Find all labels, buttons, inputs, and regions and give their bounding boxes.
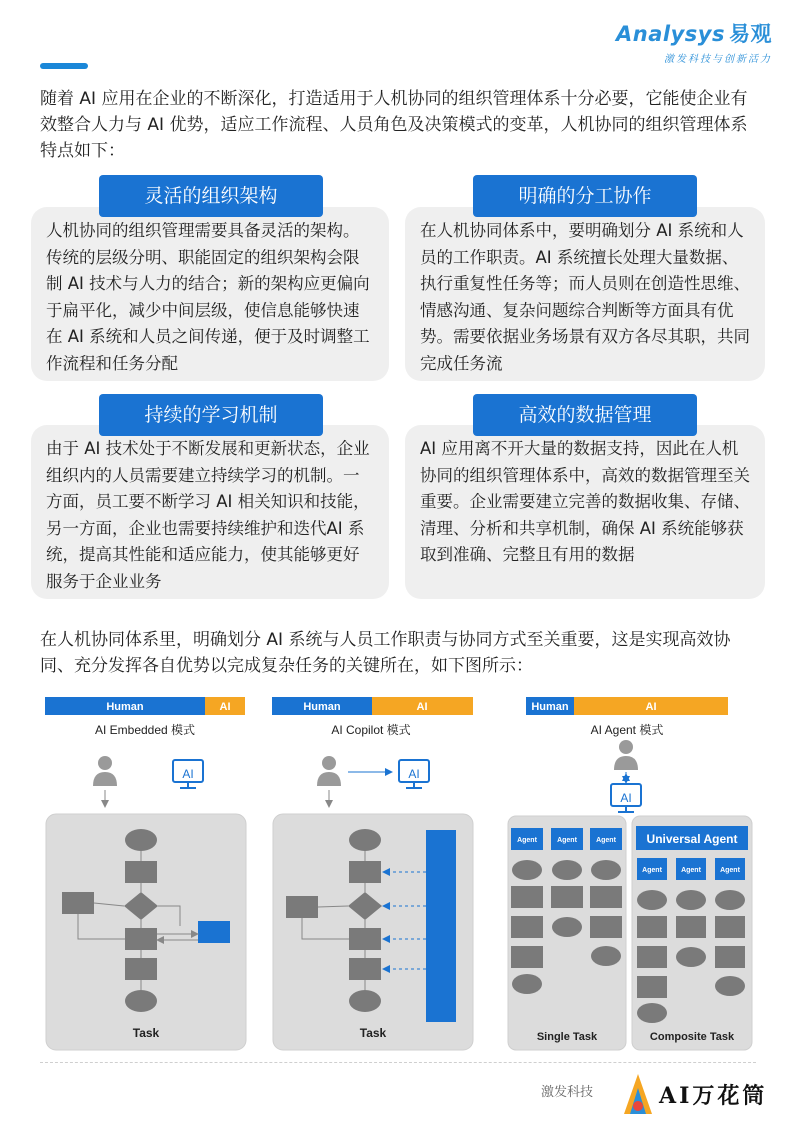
card-title-continuous-learning: 持续的学习机制 xyxy=(99,394,323,436)
card-body: AI 应用离不开大量的数据支持，因此在人机协同的组织管理体系中，高效的数据管理至关重要。企业需要建立完善的数据收集、存储、清理、分析和共享机制，确保 AI 系统能够获取到准确、完整且有用的数据 xyxy=(420,439,750,565)
card-title-flexible-structure: 灵活的组织架构 xyxy=(99,175,323,217)
card-data-management xyxy=(405,425,765,599)
card-body: 人机协同的组织管理需要具备灵活的架构。传统的层级分明、职能固定的组织架构会限制 AI 技术与人力的结合；新的架构应更偏向于扁平化，减少中间层级，使信息能够快速在 AI 系统和人员之间传递，便于及时调整工作流程和任务分配 xyxy=(46,221,370,373)
logo-latin: Analysys xyxy=(616,22,725,46)
footer-brand: AI万花筒 xyxy=(659,1083,768,1109)
monitor-ai-text: AI xyxy=(408,767,420,781)
card-title-data-management: 高效的数据管理 xyxy=(473,394,697,436)
second-paragraph: 在人机协同体系里，明确划分 AI 系统与人员工作职责与协同方式至关重要，这是实现高效协同、充分发挥各自优势以完成复杂任务的关键所在，如下图所示： xyxy=(40,630,731,676)
person-icon xyxy=(317,756,341,786)
panel1-ai-label: AI xyxy=(219,701,231,713)
agent-label: Agent xyxy=(517,837,537,844)
footer-tagline: 激发科技 xyxy=(541,1085,594,1100)
panel3-human-label: Human xyxy=(531,701,569,713)
card-title-clear-division: 明确的分工协作 xyxy=(473,175,697,217)
panel3-mode-title: AI Agent 模式 xyxy=(590,723,664,737)
intro-paragraph: 随着 AI 应用在企业的不断深化，打造适用于人机协同的组织管理体系十分必要，它能使企业有效整合人力与 AI 优势，适应工作流程、人员角色及决策模式的变革，人机协同的组织管理体系特点如下： xyxy=(40,89,748,161)
footer-divider xyxy=(40,1062,756,1063)
panel1-human-label: Human xyxy=(106,701,144,713)
panel1-task-label: Task xyxy=(132,1026,160,1040)
card-clear-division xyxy=(405,207,765,381)
person-icon xyxy=(93,756,117,786)
collaboration-modes-diagram xyxy=(40,690,760,1060)
panel3-ai-label: AI xyxy=(645,701,657,713)
accent-bar xyxy=(40,63,88,69)
panel2-task-label: Task xyxy=(359,1026,387,1040)
single-task-label: Single Task xyxy=(536,1031,598,1043)
logo-cn: 易观 xyxy=(729,22,772,46)
card-flexible-structure xyxy=(31,207,389,381)
agent-label: Agent xyxy=(557,837,577,844)
monitor-ai-text: AI xyxy=(182,767,194,781)
logo-wordmark xyxy=(616,18,772,48)
logo-tagline: 激发科技与创新活力 xyxy=(664,54,772,65)
composite-task-label: Composite Task xyxy=(649,1031,735,1043)
analysys-logo xyxy=(616,18,772,65)
agent-label: Agent xyxy=(681,867,701,874)
agent-label: Agent xyxy=(720,867,740,874)
monitor-ai-text: AI xyxy=(620,791,632,805)
card-body: 由于 AI 技术处于不断发展和更新状态，企业组织内的人员需要建立持续学习的机制。一方面，员工要不断学习 AI 相关知识和技能，另一方面，企业也需要持续维护和迭代AI 系统，提高其性能和适应能力，使其能够更好服务于企业业务 xyxy=(46,439,370,591)
panel2-ai-label: AI xyxy=(416,701,428,713)
panel1-mode-title: AI Embedded 模式 xyxy=(94,723,196,737)
person-icon xyxy=(614,740,638,770)
card-body: 在人机协同体系中，要明确划分 AI 系统和人员的工作职责。AI 系统擅长处理大量数据、执行重复性任务等；而人员则在创造性思维、情感沟通、复杂问题综合判断等方面具有优势。需要依据业务场景有双方各尽其职，共同完成任务流 xyxy=(420,221,750,373)
panel2-human-label: Human xyxy=(303,701,341,713)
universal-agent-label: Universal Agent xyxy=(646,832,738,846)
panel2-copilot-bar xyxy=(426,830,456,1022)
agent-label: Agent xyxy=(596,837,616,844)
panel2-mode-title: AI Copilot 模式 xyxy=(331,723,411,737)
card-continuous-learning xyxy=(31,425,389,599)
panel1-ai-block xyxy=(198,921,230,943)
agent-label: Agent xyxy=(642,867,662,874)
